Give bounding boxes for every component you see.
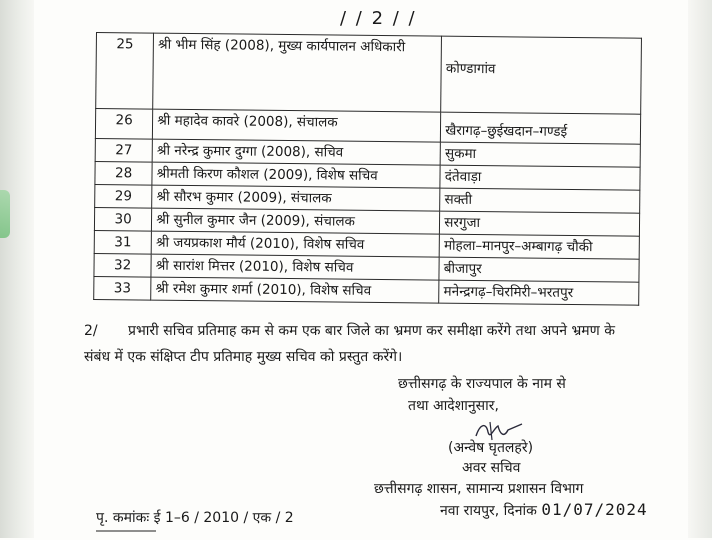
department-name: छत्तीसगढ़ शासन, सामान्य प्रशासन विभाग xyxy=(374,481,584,497)
serial-number: 33 xyxy=(94,276,151,300)
serial-number: 25 xyxy=(96,33,154,110)
background-green-object xyxy=(0,190,10,238)
serial-number: 30 xyxy=(94,207,151,231)
paragraph-number: 2/ xyxy=(84,323,98,339)
officer-name: श्री भीम सिंह (2008), मुख्य कार्यपालन अधिकारी xyxy=(153,33,442,112)
handwritten-date: 01/07/2024 xyxy=(541,500,648,519)
officer-name: श्री रमेश कुमार शर्मा (2010), विशेष सचिव xyxy=(151,277,439,303)
district-name: सरगुजा xyxy=(440,211,640,236)
page-number: / / 2 / / xyxy=(340,8,417,29)
instruction-paragraph xyxy=(84,318,644,370)
district-name: मोहला–मानपुर–अम्बागढ़ चौकी xyxy=(439,234,639,259)
table-row xyxy=(96,33,642,115)
district-name: कोण्डागांव xyxy=(441,36,642,114)
serial-number: 32 xyxy=(94,253,151,277)
officer-name: श्री महादेव कावरे (2008), संचालक xyxy=(153,109,441,142)
serial-number: 26 xyxy=(95,109,153,140)
officer-district-table xyxy=(93,32,642,306)
place-date-label: नवा रायपुर, दिनांक xyxy=(440,503,537,519)
officer-name: श्री नरेन्द्र कुमार दुग्गा (2008), सचिव xyxy=(152,139,440,165)
reference-number: पृ. कमांकः ई 1–6 / 2010 / एक / 2 xyxy=(96,510,294,526)
officer-name: श्री जयप्रकाश मौर्य (2010), विशेष सचिव xyxy=(151,231,439,257)
serial-number: 27 xyxy=(95,138,152,162)
table-row xyxy=(94,276,639,305)
place-date xyxy=(440,500,648,520)
page-right-edge xyxy=(688,0,712,538)
cut-off-text-line xyxy=(96,530,156,540)
officer-name: श्री सौरभ कुमार (2009), संचालक xyxy=(152,185,440,211)
district-name: सुकमा xyxy=(440,142,640,167)
authority-line-1: छत्तीसगढ़ के राज्यपाल के नाम से xyxy=(398,376,566,392)
district-name: मनेन्द्रगढ़–चिरमिरी–भरतपुर xyxy=(439,280,639,305)
paragraph-text: प्रभारी सचिव प्रतिमाह कम से कम एक बार जिले का भ्रमण कर समीक्षा करेंगे तथा अपने भ्रमण के संबंध में एक संक्षिप्त टीप प्रतिमाह मुख्य सचिव को प्रस्तुत करेंगे। xyxy=(84,323,615,365)
serial-number: 28 xyxy=(95,161,152,185)
officer-name: श्री सारांश मित्तर (2010), विशेष सचिव xyxy=(151,254,439,280)
serial-number: 29 xyxy=(95,184,152,208)
signatory-name: (अन्वेष घृतलहरे) xyxy=(448,440,534,456)
district-name: बीजापुर xyxy=(439,257,639,282)
officer-name: श्री सुनील कुमार जैन (2009), संचालक xyxy=(152,208,440,234)
signatory-designation: अवर सचिव xyxy=(462,460,521,476)
page-left-shadow xyxy=(0,0,34,538)
district-name: खैरागढ़–छुईखदान–गण्डई xyxy=(441,112,641,144)
officer-name: श्रीमती किरण कौशल (2009), विशेष सचिव xyxy=(152,162,440,188)
authority-line-2: तथा आदेशानुसार, xyxy=(408,398,499,414)
district-name: दंतेवाड़ा xyxy=(440,165,640,190)
district-name: सक्ती xyxy=(440,188,640,213)
serial-number: 31 xyxy=(94,230,151,254)
